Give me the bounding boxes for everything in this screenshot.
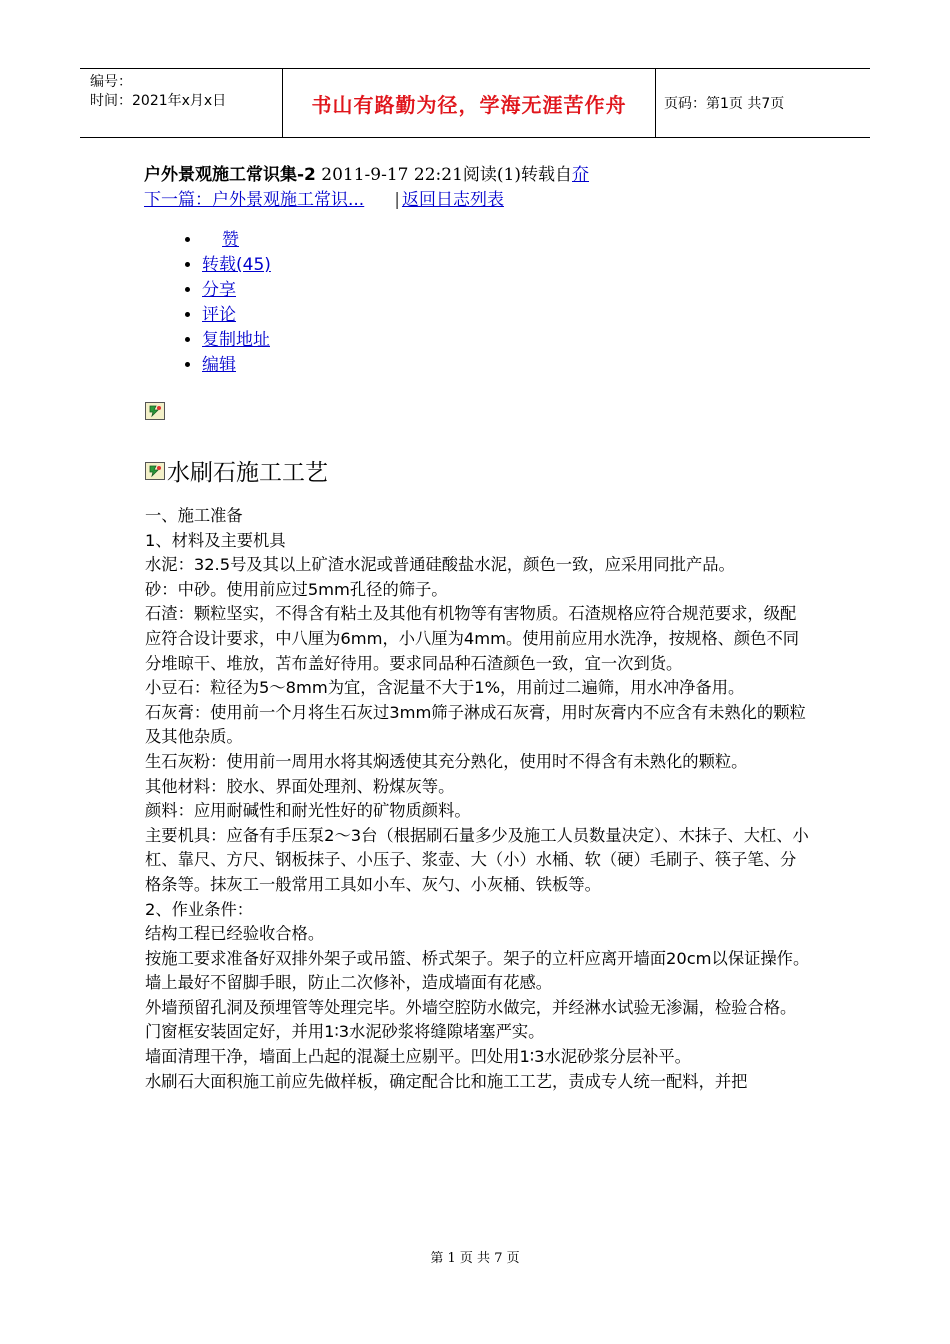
paragraph: 生石灰粉：使用前一周用水将其焖透使其充分熟化，使用时不得含有未熟化的颗粒。	[145, 751, 748, 771]
paragraph: 1、材料及主要机具	[145, 530, 286, 550]
copy-url-link[interactable]: 复制地址	[202, 330, 270, 350]
source-link[interactable]: 夼	[571, 165, 589, 185]
page-header	[80, 68, 870, 138]
paragraph: 石灰膏：使用前一个月将生石灰过3mm筛子淋成石灰膏，用时灰膏内不应含有未熟化的颗粒及其他杂质。	[145, 702, 806, 747]
paragraph: 小豆石：粒径为5～8mm为宜，含泥量不大于1%，用前过二遍筛，用水冲净备用。	[145, 678, 745, 698]
article-nav	[144, 185, 504, 210]
repost-link[interactable]: 转载(45)	[202, 255, 271, 275]
paragraph: 一、施工准备	[145, 506, 243, 525]
section-title: 水刷石施工工艺	[167, 460, 328, 486]
header-left	[80, 69, 282, 137]
paragraph: 2、作业条件：	[145, 899, 254, 919]
article-body	[145, 504, 810, 1094]
action-comment	[202, 303, 271, 328]
action-list	[160, 228, 271, 378]
action-share	[202, 278, 271, 303]
article-title-line	[144, 160, 589, 185]
paragraph: 水刷石大面积施工前应先做样板，确定配合比和施工工艺，责成专人统一配料，并把	[145, 1071, 748, 1091]
action-copy-url	[202, 328, 271, 353]
next-post-link[interactable]: 下一篇：户外景观施工常识...	[144, 190, 365, 210]
serial-label: 编号：	[90, 74, 132, 90]
nav-separator: |	[394, 190, 400, 210]
date-label: 时间：2021年x月x日	[90, 93, 227, 109]
paragraph: 外墙预留孔洞及预埋管等处理完毕。外墙空腔防水做完，并经淋水试验无渗漏，检验合格。门窗框安装固定好，并用1∶3水泥砂浆将缝隙堵塞严实。	[145, 997, 797, 1042]
edit-link[interactable]: 编辑	[202, 355, 236, 375]
paragraph: 水泥：32.5号及其以上矿渣水泥或普通硅酸盐水泥，颜色一致，应采用同批产品。	[145, 555, 735, 575]
broken-image-icon	[145, 402, 165, 420]
action-like	[202, 228, 271, 253]
article-title: 户外景观施工常识集-2	[144, 165, 316, 185]
paragraph: 按施工要求准备好双排外架子或吊篮、桥式架子。架子的立杆应离开墙面20cm以保证操作。墙上最好不留脚手眼，防止二次修补，造成墙面有花感。	[145, 948, 810, 993]
page-footer: 第 1 页 共 7 页	[430, 1251, 520, 1266]
header-page-info: 页码：第1页 共7页	[664, 96, 785, 112]
paragraph: 主要机具：应备有手压泵2～3台（根据刷石量多少及施工人员数量决定）、木抹子、大杠、小杠、靠尺、方尺、钢板抹子、小压子、浆壶、大（小）水桶、软（硬）毛刷子、筷子笔、分格条等。抹灰工一般常用工具如小车、灰勺、小灰桶、铁板等。	[145, 825, 809, 894]
like-link[interactable]: 赞	[222, 230, 239, 250]
paragraph: 石渣：颗粒坚实，不得含有粘土及其他有机物等有害物质。石渣规格应符合规范要求，级配应符合设计要求，中八厘为6mm，小八厘为4mm。使用前应用水洗净，按规格、颜色不同分堆晾干、堆放，苫布盖好待用。要求同品种石渣颜色一致，宜一次到货。	[145, 604, 800, 673]
paragraph: 其他材料：胶水、界面处理剂、粉煤灰等。	[145, 776, 455, 796]
paragraph: 砂：中砂。使用前应过5mm孔径的筛子。	[145, 579, 448, 599]
broken-image-icon	[145, 462, 165, 480]
section-heading	[145, 454, 328, 487]
share-link[interactable]: 分享	[202, 280, 236, 300]
header-motto: 书山有路勤为径，学海无涯苦作舟	[282, 69, 656, 137]
action-repost	[202, 253, 271, 278]
article-meta: 2011-9-17 22:21阅读(1)转载自	[315, 165, 572, 185]
paragraph: 墙面清理干净，墙面上凸起的混凝土应剔平。凹处用1∶3水泥砂浆分层补平。	[145, 1047, 691, 1067]
paragraph: 颜料：应用耐碱性和耐光性好的矿物质颜料。	[145, 801, 471, 821]
paragraph: 结构工程已经验收合格。	[145, 924, 325, 944]
action-edit	[202, 353, 271, 378]
back-to-list-link[interactable]: 返回日志列表	[401, 190, 504, 210]
comment-link[interactable]: 评论	[202, 305, 236, 325]
